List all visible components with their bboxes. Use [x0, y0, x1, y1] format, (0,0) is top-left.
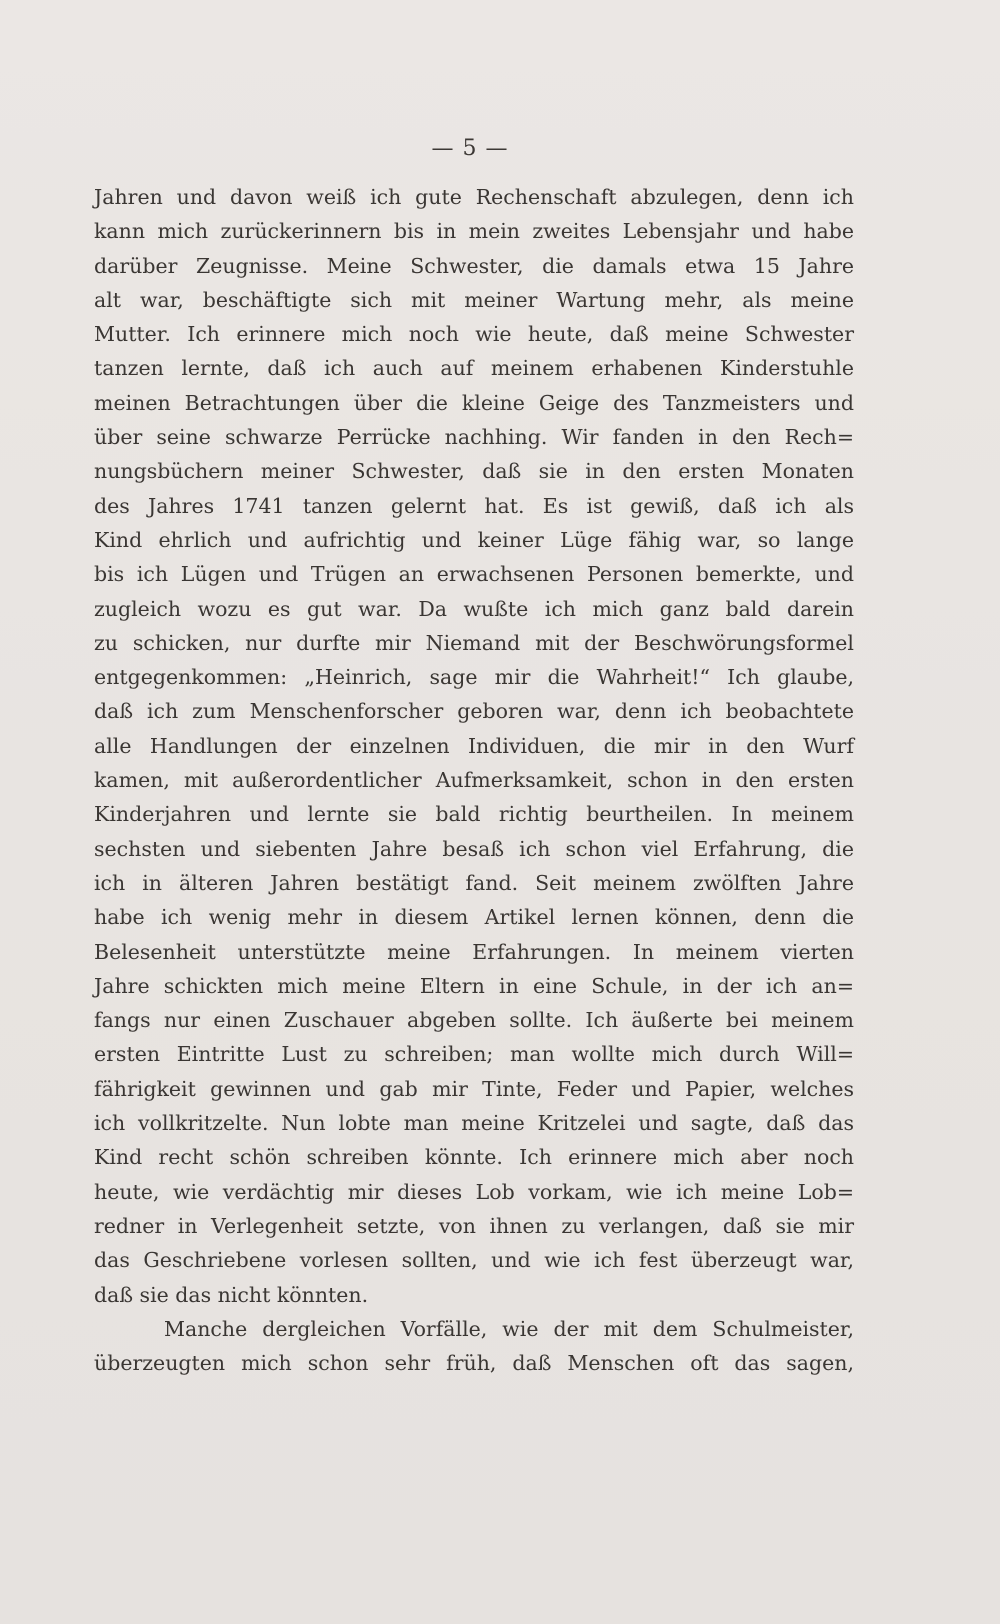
text-line: kann mich zurückerinnern bis in mein zweites Lebensjahr und habe: [94, 219, 854, 244]
text-line: darüber Zeugnisse. Meine Schwester, die damals etwa 15 Jahre: [94, 253, 854, 278]
text-line: Belesenheit unterstützte meine Erfahrungen. In meinem vierten: [94, 939, 854, 964]
text-line: Kinderjahren und lernte sie bald richtig beurtheilen. In meinem: [94, 802, 854, 827]
text-line: Kind ehrlich und aufrichtig und keiner Lüge fähig war, so lange: [94, 527, 854, 552]
text-line: nungsbüchern meiner Schwester, daß sie in den ersten Monaten: [94, 459, 854, 484]
text-line: alle Handlungen der einzelnen Individuen, die mir in den Wurf: [94, 733, 854, 758]
text-line: Kind recht schön schreiben könnte. Ich erinnere mich aber noch: [94, 1145, 854, 1170]
text-line-paragraph-end: daß sie das nicht könnten.: [94, 1282, 369, 1307]
text-line: meinen Betrachtungen über die kleine Geige des Tanzmeisters und: [94, 390, 854, 415]
text-line: das Geschriebene vorlesen sollten, und wie ich fest überzeugt war,: [94, 1248, 854, 1273]
text-line: habe ich wenig mehr in diesem Artikel lernen können, denn die: [94, 905, 854, 930]
text-line: bis ich Lügen und Trügen an erwachsenen Personen bemerkte, und: [94, 562, 854, 587]
text-line: alt war, beschäftigte sich mit meiner Wartung mehr, als meine: [94, 287, 854, 312]
text-line: daß ich zum Menschenforscher geboren war, denn ich beobachtete: [94, 699, 854, 724]
text-line: überzeugten mich schon sehr früh, daß Menschen oft das sagen,: [94, 1351, 854, 1376]
text-line: ich in älteren Jahren bestätigt fand. Seit meinem zwölften Jahre: [94, 870, 854, 895]
text-line: redner in Verlegenheit setzte, von ihnen zu verlangen, daß sie mir: [94, 1213, 854, 1238]
text-line: Jahren und davon weiß ich gute Rechenschaft abzulegen, denn ich: [94, 185, 854, 209]
text-line: ich vollkritzelte. Nun lobte man meine Kritzelei und sagte, daß das: [94, 1111, 854, 1136]
text-line: ersten Eintritte Lust zu schreiben; man wollte mich durch Will=: [94, 1042, 854, 1067]
text-line: über seine schwarze Perrücke nachhing. Wir fanden in den Rech=: [94, 425, 854, 450]
text-line: zu schicken, nur durfte mir Niemand mit der Beschwörungsformel: [94, 630, 854, 655]
text-line: des Jahres 1741 tanzen gelernt hat. Es ist gewiß, daß ich als: [94, 493, 854, 518]
text-line: fangs nur einen Zuschauer abgeben sollte. Ich äußerte bei meinem: [94, 1008, 854, 1033]
text-line: Mutter. Ich erinnere mich noch wie heute, daß meine Schwester: [94, 322, 854, 347]
text-line: entgegenkommen: „Heinrich, sage mir die Wahrheit!“ Ich glaube,: [94, 665, 854, 690]
text-line: sechsten und siebenten Jahre besaß ich schon viel Erfahrung, die: [94, 836, 854, 861]
body-text: [94, 180, 854, 1380]
text-line: fährigkeit gewinnen und gab mir Tinte, Feder und Papier, welches: [94, 1076, 854, 1101]
text-line: zugleich wozu es gut war. Da wußte ich mich ganz bald darein: [94, 596, 854, 621]
text-line: tanzen lernte, daß ich auch auf meinem erhabenen Kinderstuhle: [94, 356, 854, 381]
text-line: heute, wie verdächtig mir dieses Lob vorkam, wie ich meine Lob=: [94, 1179, 854, 1204]
text-line: kamen, mit außerordentlicher Aufmerksamkeit, schon in den ersten: [94, 768, 854, 793]
text-line: Jahre schickten mich meine Eltern in eine Schule, in der ich an=: [94, 973, 854, 998]
text-line-paragraph-start: Manche dergleichen Vorfälle, wie der mit dem Schulmeister,: [164, 1316, 854, 1341]
page-number: — 5 —: [431, 136, 509, 161]
